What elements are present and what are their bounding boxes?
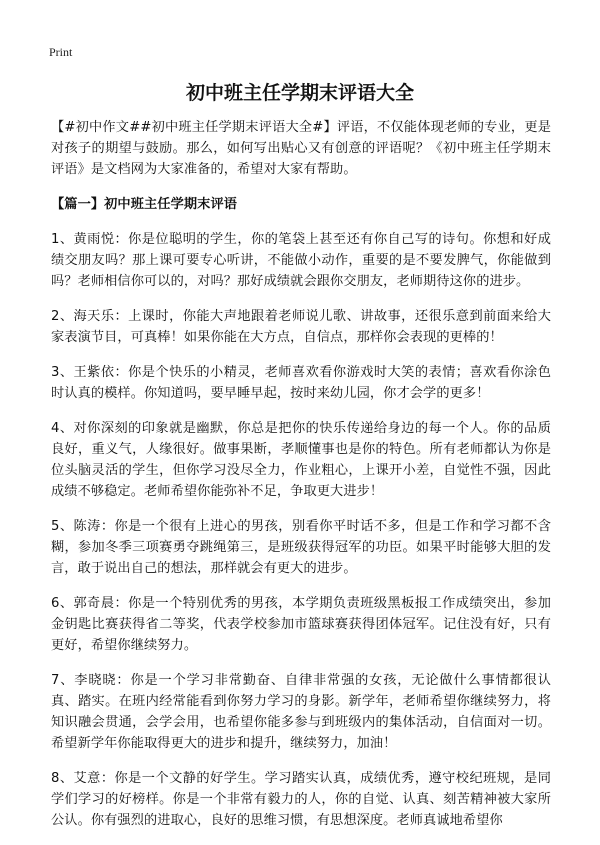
list-item: 2、海天乐：上课时，你能大声地跟着老师说儿歌、讲故事，还很乐意到前面来给大家表演节目，可真棒！如果你能在大方点，自信点，那样你会表现的更棒的！: [51, 309, 551, 345]
print-link[interactable]: Print: [49, 45, 73, 59]
list-item: 7、李晓晓：你是一个学习非常勤奋、自律非常强的女孩，无论做什么事情都很认真、踏实。在班内经常能看到你努力学习的身影。新学年，老师希望你继续努力，将知识融会贯通，会学会用，也希望你能多参与到班级内的集体活动，自信面对一切。希望新学年你能取得更大的进步和提升，继续努力，加油！: [51, 673, 551, 751]
list-item: 6、郭奇晨：你是一个特别优秀的男孩，本学期负责班级黑板报工作成绩突出，参加金钥匙比赛获得省二等奖，代表学校参加市篮球赛获得团体冠军。记住没有好，只有更好，希望你继续努力。: [51, 596, 551, 653]
article-body: [51, 117, 551, 845]
page-title: 初中班主任学期末评语大全: [185, 82, 414, 104]
list-item: 8、艾意：你是一个文静的好学生。学习踏实认真，成绩优秀，遵守校纪班规，是同学们学习的好榜样。你是一个非常有毅力的人，你的自觉、认真、刻苦精神被大家所公认。你有强烈的进取心，良好的思维习惯，有思想深度。老师真诚地希望你: [51, 771, 551, 828]
section-heading: 【篇一】初中班主任学期末评语: [51, 197, 238, 212]
intro-paragraph: 【#初中作文##初中班主任学期末评语大全#】评语，不仅能体现老师的专业，更是对孩子的期望与鼓励。那么，如何写出贴心又有创意的评语呢？《初中班主任学期末评语》是文档网为大家准备的，希望对大家有帮助。: [51, 120, 551, 177]
list-item: 4、对你深刻的印象就是幽默，你总是把你的快乐传递给身边的每一个人。你的品质良好，重义气，人缘很好。做事果断，孝顺懂事也是你的特色。所有老师都认为你是位头脑灵活的学生，但你学习没尽全力，作业粗心，上课开小差，自觉性不强，因此成绩不够稳定。老师希望你能弥补不足，争取更大进步！: [51, 421, 551, 499]
list-item: 3、王紫依：你是个快乐的小精灵，老师喜欢看你游戏时大笑的表情；喜欢看你涂色时认真的模样。你知道吗，要早睡早起，按时来幼儿园，你才会学的更多！: [51, 365, 551, 401]
list-item: 5、陈涛：你是一个很有上进心的男孩，别看你平时话不多，但是工作和学习都不含糊，参加冬季三项赛勇夺跳绳第三，是班级获得冠军的功臣。如果平时能够大胆的发言，敢于说出自己的想法，那样就会有更大的进步。: [51, 519, 551, 576]
list-item: 1、黄雨悦：你是位聪明的学生，你的笔袋上甚至还有你自己写的诗句。你想和好成绩交朋友吗？那上课可要专心听讲，不能做小动作，重要的是不要发脾气，你能做到吗？老师相信你可以的，对吗？那好成绩就会跟你交朋友，老师期待这你的进步。: [51, 232, 551, 289]
